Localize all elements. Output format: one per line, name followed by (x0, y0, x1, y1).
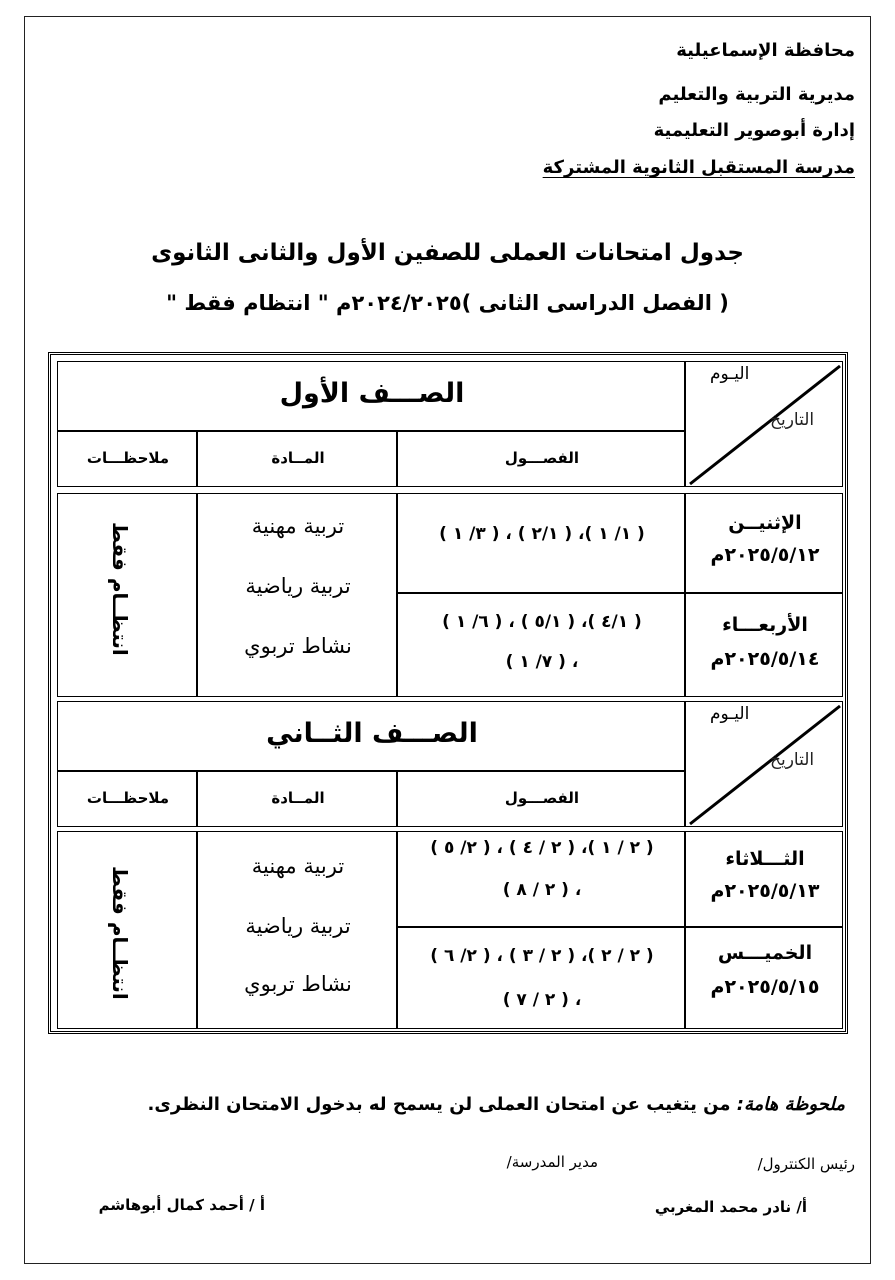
subject-item: تربية مهنية (251, 854, 345, 878)
grade-1-title: الصـــف الأول (279, 378, 465, 409)
grade-2-day-2-cell (685, 927, 843, 1029)
subject-item: تربية رياضية (245, 574, 351, 598)
grade-2-day-2-classes (397, 927, 685, 1029)
class-list-continued: ، ( ٧/ ١ ) (505, 652, 579, 672)
exam-date: ٢٠٢٥/٥/١٤م (710, 648, 820, 670)
grade-1-day-2-cell (685, 593, 843, 697)
corner-day-label: اليـوم (710, 704, 750, 724)
grade-2-remarks-cell (57, 831, 197, 1029)
directorate-line: مديرية التربية والتعليم (658, 84, 855, 105)
exam-date: ٢٠٢٥/٥/١٣م (710, 880, 820, 902)
page-subtitle: ( الفصل الدراسى الثانى )٢٠٢٤/٢٠٢٥م " انتظام فقط " (166, 291, 729, 315)
governorate-line: محافظة الإسماعيلية (676, 40, 855, 61)
page-title: جدول امتحانات العملى للصفين الأول والثانى الثانوى (151, 240, 744, 266)
school-name-line: مدرسة المستقبل الثانوية المشتركة (542, 157, 855, 178)
grade-1-day-1-cell (685, 493, 843, 593)
subject-item: نشاط تربوي (244, 972, 352, 996)
class-list: ( ٢ / ٢ )، ( ٢ / ٣ ) ، ( ٢/ ٦ ) (430, 946, 654, 966)
exam-date: ٢٠٢٥/٥/١٢م (710, 544, 820, 566)
control-head-title: رئيس الكنترول/ (757, 1155, 855, 1173)
corner-day-label: اليـوم (710, 364, 750, 384)
subject-header-cell (197, 771, 397, 827)
grade-1-subjects-cell (197, 493, 397, 697)
class-list: ( ١/ ١ )، ( ٢/١ ) ، ( ٣/ ١ ) (439, 524, 645, 544)
day-name: الأربعـــاء (722, 614, 808, 636)
grade-1-remarks-cell (57, 493, 197, 697)
day-name: الإثنيــن (728, 512, 802, 534)
remark-text: انتظــام فقط (108, 866, 132, 1000)
class-list: ( ٢ / ١ )، ( ٢ / ٤ ) ، ( ٢/ ٥ ) (430, 838, 654, 858)
grade-1-corner-cell (685, 361, 843, 487)
corner-date-label: التاريخ (770, 750, 815, 770)
day-name: الثـــلاثاء (725, 848, 805, 870)
grade-2-title-cell (57, 701, 685, 771)
classes-header: الفصـــول (504, 449, 580, 467)
control-head-name: أ/ نادر محمد المغربي (654, 1198, 807, 1216)
grade-1-title-cell (57, 361, 685, 431)
day-name: الخميـــس (717, 942, 813, 964)
classes-header: الفصـــول (504, 789, 580, 807)
important-note (148, 1094, 845, 1115)
exam-date: ٢٠٢٥/٥/١٥م (710, 976, 820, 998)
administration-line: إدارة أبوصوير التعليمية (653, 120, 855, 141)
classes-header-cell (397, 771, 685, 827)
principal-name: أ / أحمد كمال أبوهاشم (98, 1196, 265, 1214)
subject-header: المــادة (271, 789, 325, 807)
note-text: من يتغيب عن امتحان العملى لن يسمح له بدخول الامتحان النظرى. (147, 1094, 731, 1115)
remarks-header-cell (57, 771, 197, 827)
principal-title: مدير المدرسة/ (506, 1153, 598, 1171)
subject-header: المــادة (271, 449, 325, 467)
subject-header-cell (197, 431, 397, 487)
remarks-header-cell (57, 431, 197, 487)
class-list-continued: ، ( ٢ / ٧ ) (502, 990, 582, 1010)
subject-item: تربية مهنية (251, 514, 345, 538)
class-list-continued: ، ( ٢ / ٨ ) (502, 880, 582, 900)
grade-1-day-1-classes (397, 493, 685, 593)
subject-item: تربية رياضية (245, 914, 351, 938)
grade-2-title: الصـــف الثــاني (266, 718, 478, 749)
grade-2-subjects-cell (197, 831, 397, 1029)
classes-header-cell (397, 431, 685, 487)
grade-2-day-1-cell (685, 831, 843, 927)
remark-text: انتظــام فقط (108, 522, 132, 656)
remarks-header: ملاحظـــات (86, 449, 170, 467)
remarks-header: ملاحظـــات (86, 789, 170, 807)
corner-date-label: التاريخ (770, 410, 815, 430)
exam-schedule-table (48, 352, 848, 1034)
note-label: ملحوظة هامة: (736, 1094, 845, 1115)
subject-item: نشاط تربوي (244, 634, 352, 658)
grade-1-day-2-classes (397, 593, 685, 697)
grade-2-corner-cell (685, 701, 843, 827)
grade-2-day-1-classes (397, 831, 685, 927)
class-list: ( ٤/١ )، ( ٥/١ ) ، ( ٦/ ١ ) (442, 612, 642, 632)
